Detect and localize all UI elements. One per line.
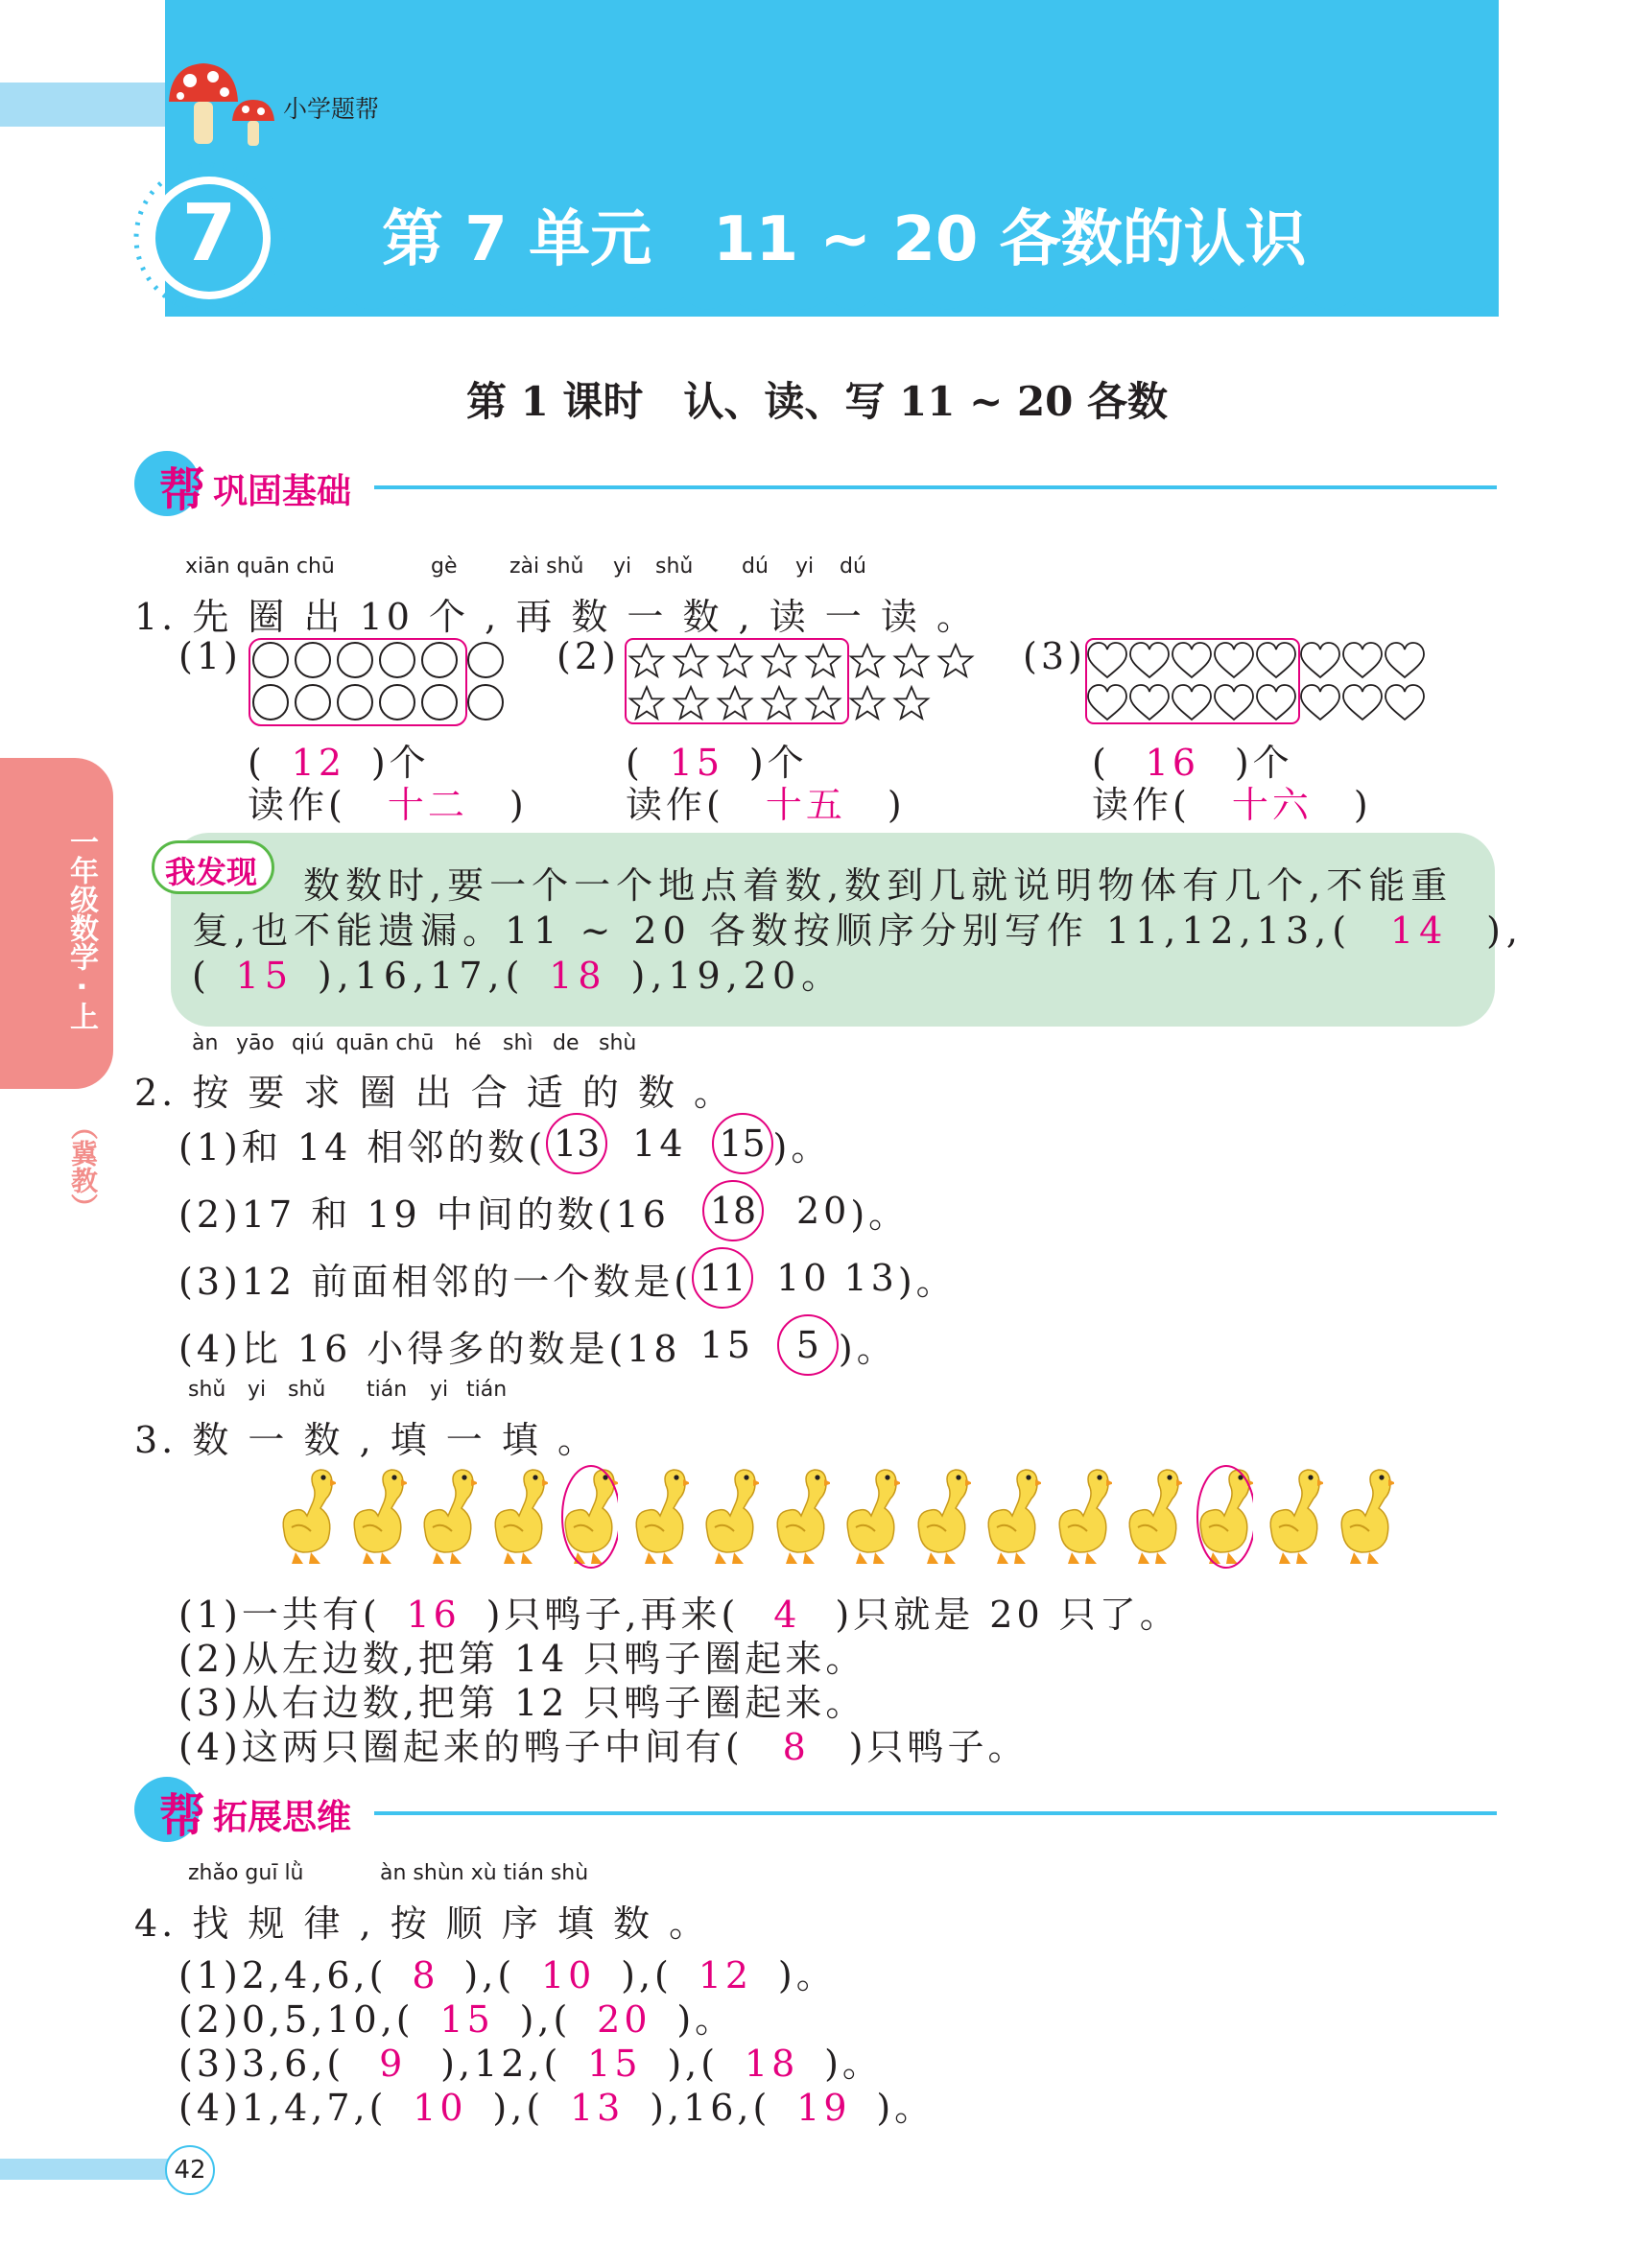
- answer: 10: [540, 1954, 596, 1996]
- q2-text: )。: [850, 1193, 910, 1236]
- answer: 8: [782, 1726, 810, 1768]
- answer: 16: [406, 1594, 461, 1636]
- discover-badge-label: 我发现: [165, 854, 258, 890]
- read-suffix: ): [1353, 784, 1372, 826]
- q4-text: )。: [824, 2043, 883, 2085]
- sidebar-grade-label: 一年级数学 · 上: [64, 827, 98, 1031]
- circled-number: 11: [692, 1247, 753, 1309]
- answer: 4: [773, 1594, 801, 1636]
- count-unit: )个: [370, 742, 430, 784]
- q4-text: ),16,(: [650, 2087, 771, 2129]
- section-head-title: 拓展思维: [213, 1798, 352, 1837]
- discover-line-2: [192, 909, 1524, 954]
- read-prefix: 读作(: [248, 784, 346, 826]
- q2-text: (3)12 前面相邻的一个数是(: [178, 1260, 693, 1303]
- pinyin-word: shǔ: [655, 555, 694, 579]
- section-head-basics: [134, 451, 1497, 518]
- discover-line-3: [192, 954, 843, 999]
- answer: 12: [698, 1954, 753, 1996]
- duck-icon: [980, 1464, 1041, 1570]
- q2-text: (4)比 16 小得多的数是(18: [178, 1327, 681, 1370]
- pinyin-word: dú: [742, 555, 769, 579]
- section-head-title: 巩固基础: [213, 472, 352, 511]
- duck-icon: [415, 1464, 477, 1570]
- answer: 16: [1145, 742, 1199, 784]
- pinyin-word: shì: [503, 1031, 533, 1055]
- pinyin-word: yi: [430, 1378, 449, 1402]
- pinyin-word: tián: [466, 1378, 508, 1402]
- q4-text: (2)0,5,10,(: [178, 1998, 414, 2041]
- pinyin-word: gè: [431, 555, 458, 579]
- paren-open: (: [248, 742, 266, 784]
- duck-icon: [1192, 1464, 1253, 1570]
- q1-circles-figure: [246, 637, 514, 727]
- unit-title: 第 7 单元 11 ~ 20 各数的认识: [382, 204, 1307, 275]
- duck-row: [274, 1464, 1397, 1579]
- duck-icon: [345, 1464, 407, 1570]
- circled-number: 13: [546, 1113, 607, 1174]
- discover-text: ),: [1486, 910, 1524, 952]
- duck-icon: [557, 1464, 618, 1570]
- q2-item-2: [178, 1180, 909, 1241]
- duck-icon: [628, 1464, 689, 1570]
- pinyin-word: shǔ: [188, 1378, 226, 1402]
- q4-text: ),(: [519, 1998, 572, 2041]
- q3-text: )只就是 20 只了。: [835, 1594, 1180, 1636]
- header: [0, 0, 1634, 326]
- count-unit: )个: [1234, 742, 1293, 784]
- pinyin-word: zài shǔ: [509, 555, 584, 579]
- duck-icon: [1333, 1464, 1394, 1570]
- duck-icon: [486, 1464, 548, 1570]
- pinyin-word: yi: [795, 555, 815, 579]
- q1-hearts-figure: [1084, 637, 1439, 727]
- pinyin-word: quān chū: [336, 1031, 435, 1055]
- duck-icon: [910, 1464, 971, 1570]
- banner-wave-edge: [165, 288, 1499, 326]
- q4-text: )。: [777, 1954, 837, 1996]
- answer: 十二: [387, 784, 468, 826]
- pinyin-word: àn shùn xù tián shù: [380, 1861, 589, 1885]
- q2-text: (1)和 14 相邻的数(: [178, 1125, 547, 1169]
- q1-part1-read: [248, 775, 528, 828]
- count-unit: )个: [748, 742, 808, 784]
- discover-text: ),19,20。: [630, 955, 844, 997]
- paren-open: (: [1092, 742, 1110, 784]
- q4-pinyin: [188, 1861, 764, 1886]
- q1-part1-label: (1): [178, 635, 242, 677]
- read-suffix: ): [887, 784, 906, 826]
- discover-text: (: [192, 955, 212, 997]
- number: 20: [795, 1190, 851, 1232]
- pinyin-word: hé: [455, 1031, 482, 1055]
- answer: 15: [669, 742, 723, 784]
- duck-icon: [1262, 1464, 1323, 1570]
- number: 15: [699, 1324, 754, 1366]
- q3-pinyin: [188, 1378, 572, 1403]
- q1-stars-figure: [624, 637, 988, 727]
- page-number: 42: [165, 2145, 215, 2195]
- discover-text: 复,也不能遗漏。11 ~ 20 各数按顺序分别写作 11,12,13,(: [192, 910, 1353, 952]
- read-suffix: ): [509, 784, 528, 826]
- answer: 13: [569, 2087, 625, 2129]
- q3-item-3: (3)从右边数,把第 12 只鸭子圈起来。: [178, 1682, 866, 1724]
- circled-number: 15: [712, 1113, 773, 1174]
- number: 10: [776, 1257, 831, 1299]
- q2-text: (2)17 和 19 中间的数(16: [178, 1193, 670, 1236]
- q2-prompt: 2. 按 要 求 圈 出 合 适 的 数 。: [134, 1072, 735, 1114]
- brand-label: 小学题帮: [283, 95, 380, 123]
- section-head-extend: [134, 1777, 1497, 1844]
- answer: 十六: [1231, 784, 1313, 826]
- q3-text: (4)这两只圈起来的鸭子中间有(: [178, 1726, 744, 1768]
- pinyin-word: de: [553, 1031, 580, 1055]
- q3-text: )只鸭子,再来(: [485, 1594, 740, 1636]
- q4-text: (4)1,4,7,(: [178, 2087, 388, 2129]
- lesson-title: 第 1 课时 认、读、写 11 ~ 20 各数: [465, 378, 1169, 425]
- duck-icon: [274, 1464, 336, 1570]
- circled-number: 18: [702, 1180, 764, 1241]
- q3-text: (1)一共有(: [178, 1594, 381, 1636]
- number: 14: [632, 1122, 687, 1165]
- paren-open: (: [626, 742, 644, 784]
- q4-text: (1)2,4,6,(: [178, 1954, 388, 1996]
- q2-item-3: [178, 1247, 957, 1309]
- answer: 9: [379, 2043, 407, 2085]
- answer: 14: [1389, 910, 1449, 952]
- q3-prompt: 3. 数 一 数 , 填 一 填 。: [134, 1419, 598, 1461]
- answer: 18: [744, 2043, 799, 2085]
- q4-text: )。: [676, 1998, 736, 2041]
- q1-part2-read: [626, 775, 906, 828]
- number: 13: [843, 1257, 898, 1299]
- answer: 15: [439, 1998, 494, 2041]
- q4-text: ),(: [621, 1954, 673, 1996]
- discover-text: ),16,17,(: [317, 955, 526, 997]
- duck-icon: [1121, 1464, 1182, 1570]
- section-head-mark: 帮: [159, 463, 206, 517]
- q4-text: ),(: [667, 2043, 720, 2085]
- pinyin-word: shǔ: [288, 1378, 326, 1402]
- section-head-rule: [374, 485, 1497, 489]
- answer: 20: [597, 1998, 651, 2041]
- q4-text: ),(: [492, 2087, 545, 2129]
- pinyin-word: yi: [613, 555, 632, 579]
- q4-text: ),(: [463, 1954, 516, 1996]
- q3-item-4: [178, 1717, 1028, 1770]
- q1-part3-label: (3): [1023, 635, 1086, 677]
- answer: 15: [235, 955, 294, 997]
- answer: 19: [796, 2087, 851, 2129]
- q3-item-2: (2)从左边数,把第 14 只鸭子圈起来。: [178, 1638, 866, 1680]
- pinyin-word: yāo: [236, 1031, 274, 1055]
- section-head-rule: [374, 1811, 1497, 1815]
- pinyin-word: shù: [599, 1031, 637, 1055]
- answer: 8: [412, 1954, 439, 1996]
- q1-prompt: 1. 先 圈 出 10 个 , 再 数 一 数 , 读 一 读 。: [134, 596, 977, 638]
- sidebar-edition-label: （冀教）: [67, 1113, 99, 1220]
- pinyin-word: xiān quān chū: [185, 555, 335, 579]
- pinyin-word: tián: [367, 1378, 408, 1402]
- read-prefix: 读作(: [626, 784, 724, 826]
- q4-text: ),12,(: [440, 2043, 562, 2085]
- q4-text: (3)3,6,(: [178, 2043, 345, 2085]
- circled-number: 5: [777, 1314, 839, 1376]
- q1-part3-read: [1092, 775, 1372, 828]
- answer: 10: [413, 2087, 467, 2129]
- q2-pinyin: [192, 1031, 768, 1056]
- answer: 15: [587, 2043, 642, 2085]
- duck-icon: [698, 1464, 759, 1570]
- q1-pinyin: [185, 555, 953, 579]
- pinyin-word: qiú: [292, 1031, 325, 1055]
- answer: 十五: [765, 784, 846, 826]
- q2-item-4: [178, 1314, 897, 1376]
- q2-text: )。: [838, 1327, 897, 1370]
- q2-text: )。: [772, 1125, 832, 1169]
- discover-line-1: 数数时,要一个一个地点着数,数到几就说明物体有几个,不能重: [303, 864, 1454, 907]
- q1-part2-label: (2): [557, 635, 620, 677]
- q4-prompt: 4. 找 规 律 , 按 顺 序 填 数 。: [134, 1902, 710, 1945]
- duck-icon: [1051, 1464, 1112, 1570]
- pinyin-word: zhǎo guī lǜ: [188, 1861, 304, 1885]
- q4-text: )。: [876, 2087, 935, 2129]
- unit-number: 7: [181, 188, 237, 279]
- q3-text: )只鸭子。: [848, 1726, 1029, 1768]
- duck-icon: [769, 1464, 830, 1570]
- pinyin-word: àn: [192, 1031, 219, 1055]
- answer: 18: [549, 955, 607, 997]
- pinyin-word: yi: [248, 1378, 267, 1402]
- q2-text: )。: [897, 1260, 957, 1303]
- answer: 12: [291, 742, 345, 784]
- section-head-mark: 帮: [159, 1789, 206, 1843]
- read-prefix: 读作(: [1092, 784, 1191, 826]
- duck-icon: [839, 1464, 900, 1570]
- pinyin-word: dú: [840, 555, 866, 579]
- mushroom-icon: [161, 59, 276, 148]
- q2-item-1: [178, 1113, 831, 1174]
- q4-item-4: [178, 2078, 935, 2131]
